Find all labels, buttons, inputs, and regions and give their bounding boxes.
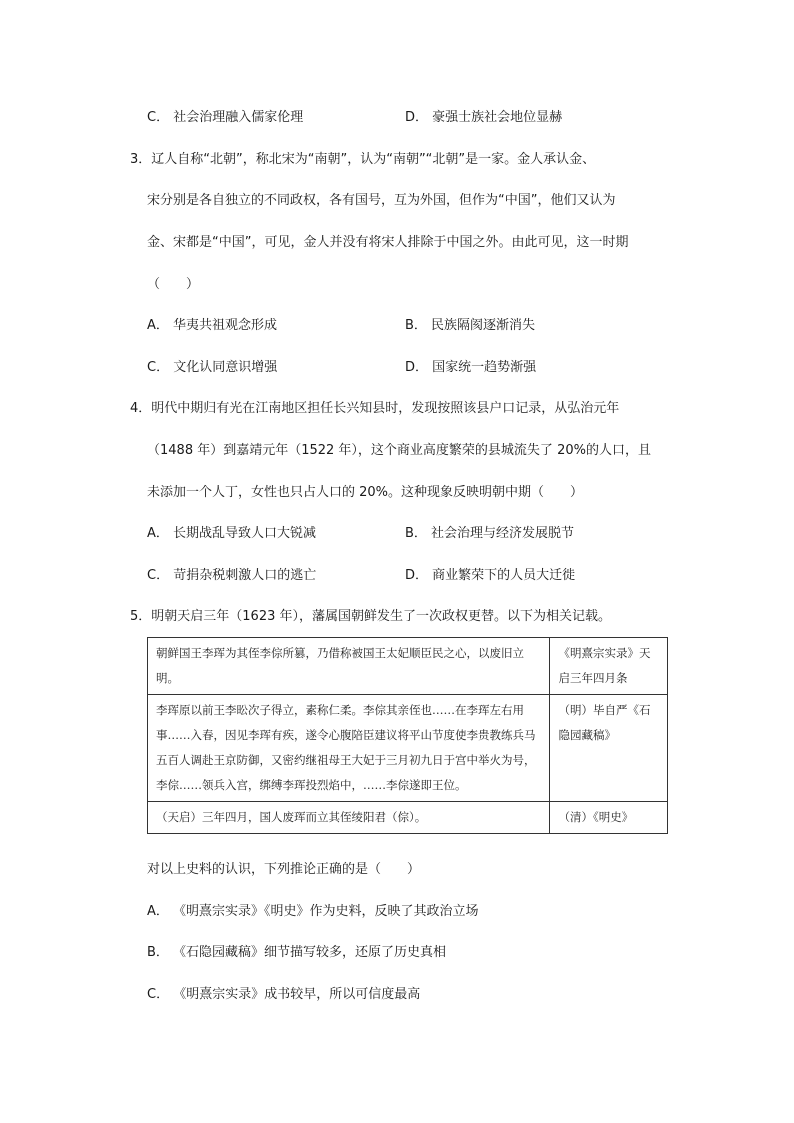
q5-option-c[interactable]: C． 《明熹宗实录》成书较早，所以可信度最高 bbox=[147, 987, 421, 1002]
q4-stem-line-2: （1488 年）到嘉靖元年（1522 年），这个商业高度繁荣的县城流失了 20%的人口，且 bbox=[147, 443, 651, 458]
q3-answer-blank: （ ） bbox=[147, 277, 200, 292]
q5-option-b[interactable]: B． 《石隐园藏稿》细节描写较多，还原了历史真相 bbox=[147, 945, 447, 960]
q5-stem: 5．明朝天启三年（1623 年），藩属国朝鲜发生了一次政权更替。以下为相关记载。 bbox=[130, 609, 611, 624]
source-text: 李珲原以前王李昖次子得立，素称仁柔。李倧其亲侄也……在李珲左右用事……入春，因见李珲有疾，遂令心腹陪臣建议将平山节度使李贵教练兵马五百人调赴王京防御，又密约继祖母王大妃于三月初九日于宫中举火为号，李倧……领兵入宫，绑缚李珲投烈焰中，……李倧遂即王位。 bbox=[148, 695, 550, 802]
q3-option-a[interactable]: A． 华夷共祖观念形成 bbox=[147, 318, 278, 333]
table-row bbox=[148, 638, 668, 695]
source-citation: （明）毕自严《石隐园藏稿》 bbox=[550, 695, 668, 802]
q3-option-b[interactable]: B． 民族隔阂逐渐消失 bbox=[405, 318, 536, 333]
q3-stem-line-1: 3．辽人自称“北朝”，称北宋为“南朝”，认为“南朝”“北朝”是一家。金人承认金、 bbox=[130, 152, 596, 167]
q2-option-d[interactable]: D． 豪强士族社会地位显赫 bbox=[405, 110, 563, 125]
table-row bbox=[148, 802, 668, 834]
q4-stem-line-1: 4．明代中期归有光在江南地区担任长兴知县时，发现按照该县户口记录，从弘治元年 bbox=[130, 401, 620, 416]
q3-option-c[interactable]: C． 文化认同意识增强 bbox=[147, 360, 278, 375]
source-text: （天启）三年四月，国人废珲而立其侄绫阳君（倧）。 bbox=[148, 802, 550, 834]
q4-option-d[interactable]: D． 商业繁荣下的人员大迁徙 bbox=[405, 568, 576, 583]
q3-stem-line-2: 宋分别是各自独立的不同政权，各有国号，互为外国，但作为“中国”，他们又认为 bbox=[147, 193, 616, 208]
q5-question: 对以上史料的认识，下列推论正确的是（ ） bbox=[147, 862, 421, 877]
q4-option-c[interactable]: C． 苛捐杂税刺激人口的逃亡 bbox=[147, 568, 317, 583]
table-row bbox=[148, 695, 668, 802]
q5-option-a[interactable]: A． 《明熹宗实录》《明史》作为史料，反映了其政治立场 bbox=[147, 904, 479, 919]
q3-stem-line-3: 金、宋都是“中国”，可见，金人并没有将宋人排除于中国之外。由此可见，这一时期 bbox=[147, 235, 629, 250]
source-citation: 《明熹宗实录》天启三年四月条 bbox=[550, 638, 668, 695]
q3-option-d[interactable]: D． 国家统一趋势渐强 bbox=[405, 360, 537, 375]
q4-option-a[interactable]: A． 长期战乱导致人口大锐减 bbox=[147, 526, 317, 541]
q4-stem-line-3: 未添加一个人丁，女性也只占人口的 20%。这种现象反映明朝中期（ ） bbox=[147, 485, 584, 500]
q2-option-c[interactable]: C． 社会治理融入儒家伦理 bbox=[147, 110, 304, 125]
source-citation: （清）《明史》 bbox=[550, 802, 668, 834]
q5-source-table bbox=[147, 637, 668, 834]
source-text: 朝鲜国王李珲为其侄李倧所篡，乃借称被国王太妃顺臣民之心，以废旧立明。 bbox=[148, 638, 550, 695]
q4-option-b[interactable]: B． 社会治理与经济发展脱节 bbox=[405, 526, 575, 541]
